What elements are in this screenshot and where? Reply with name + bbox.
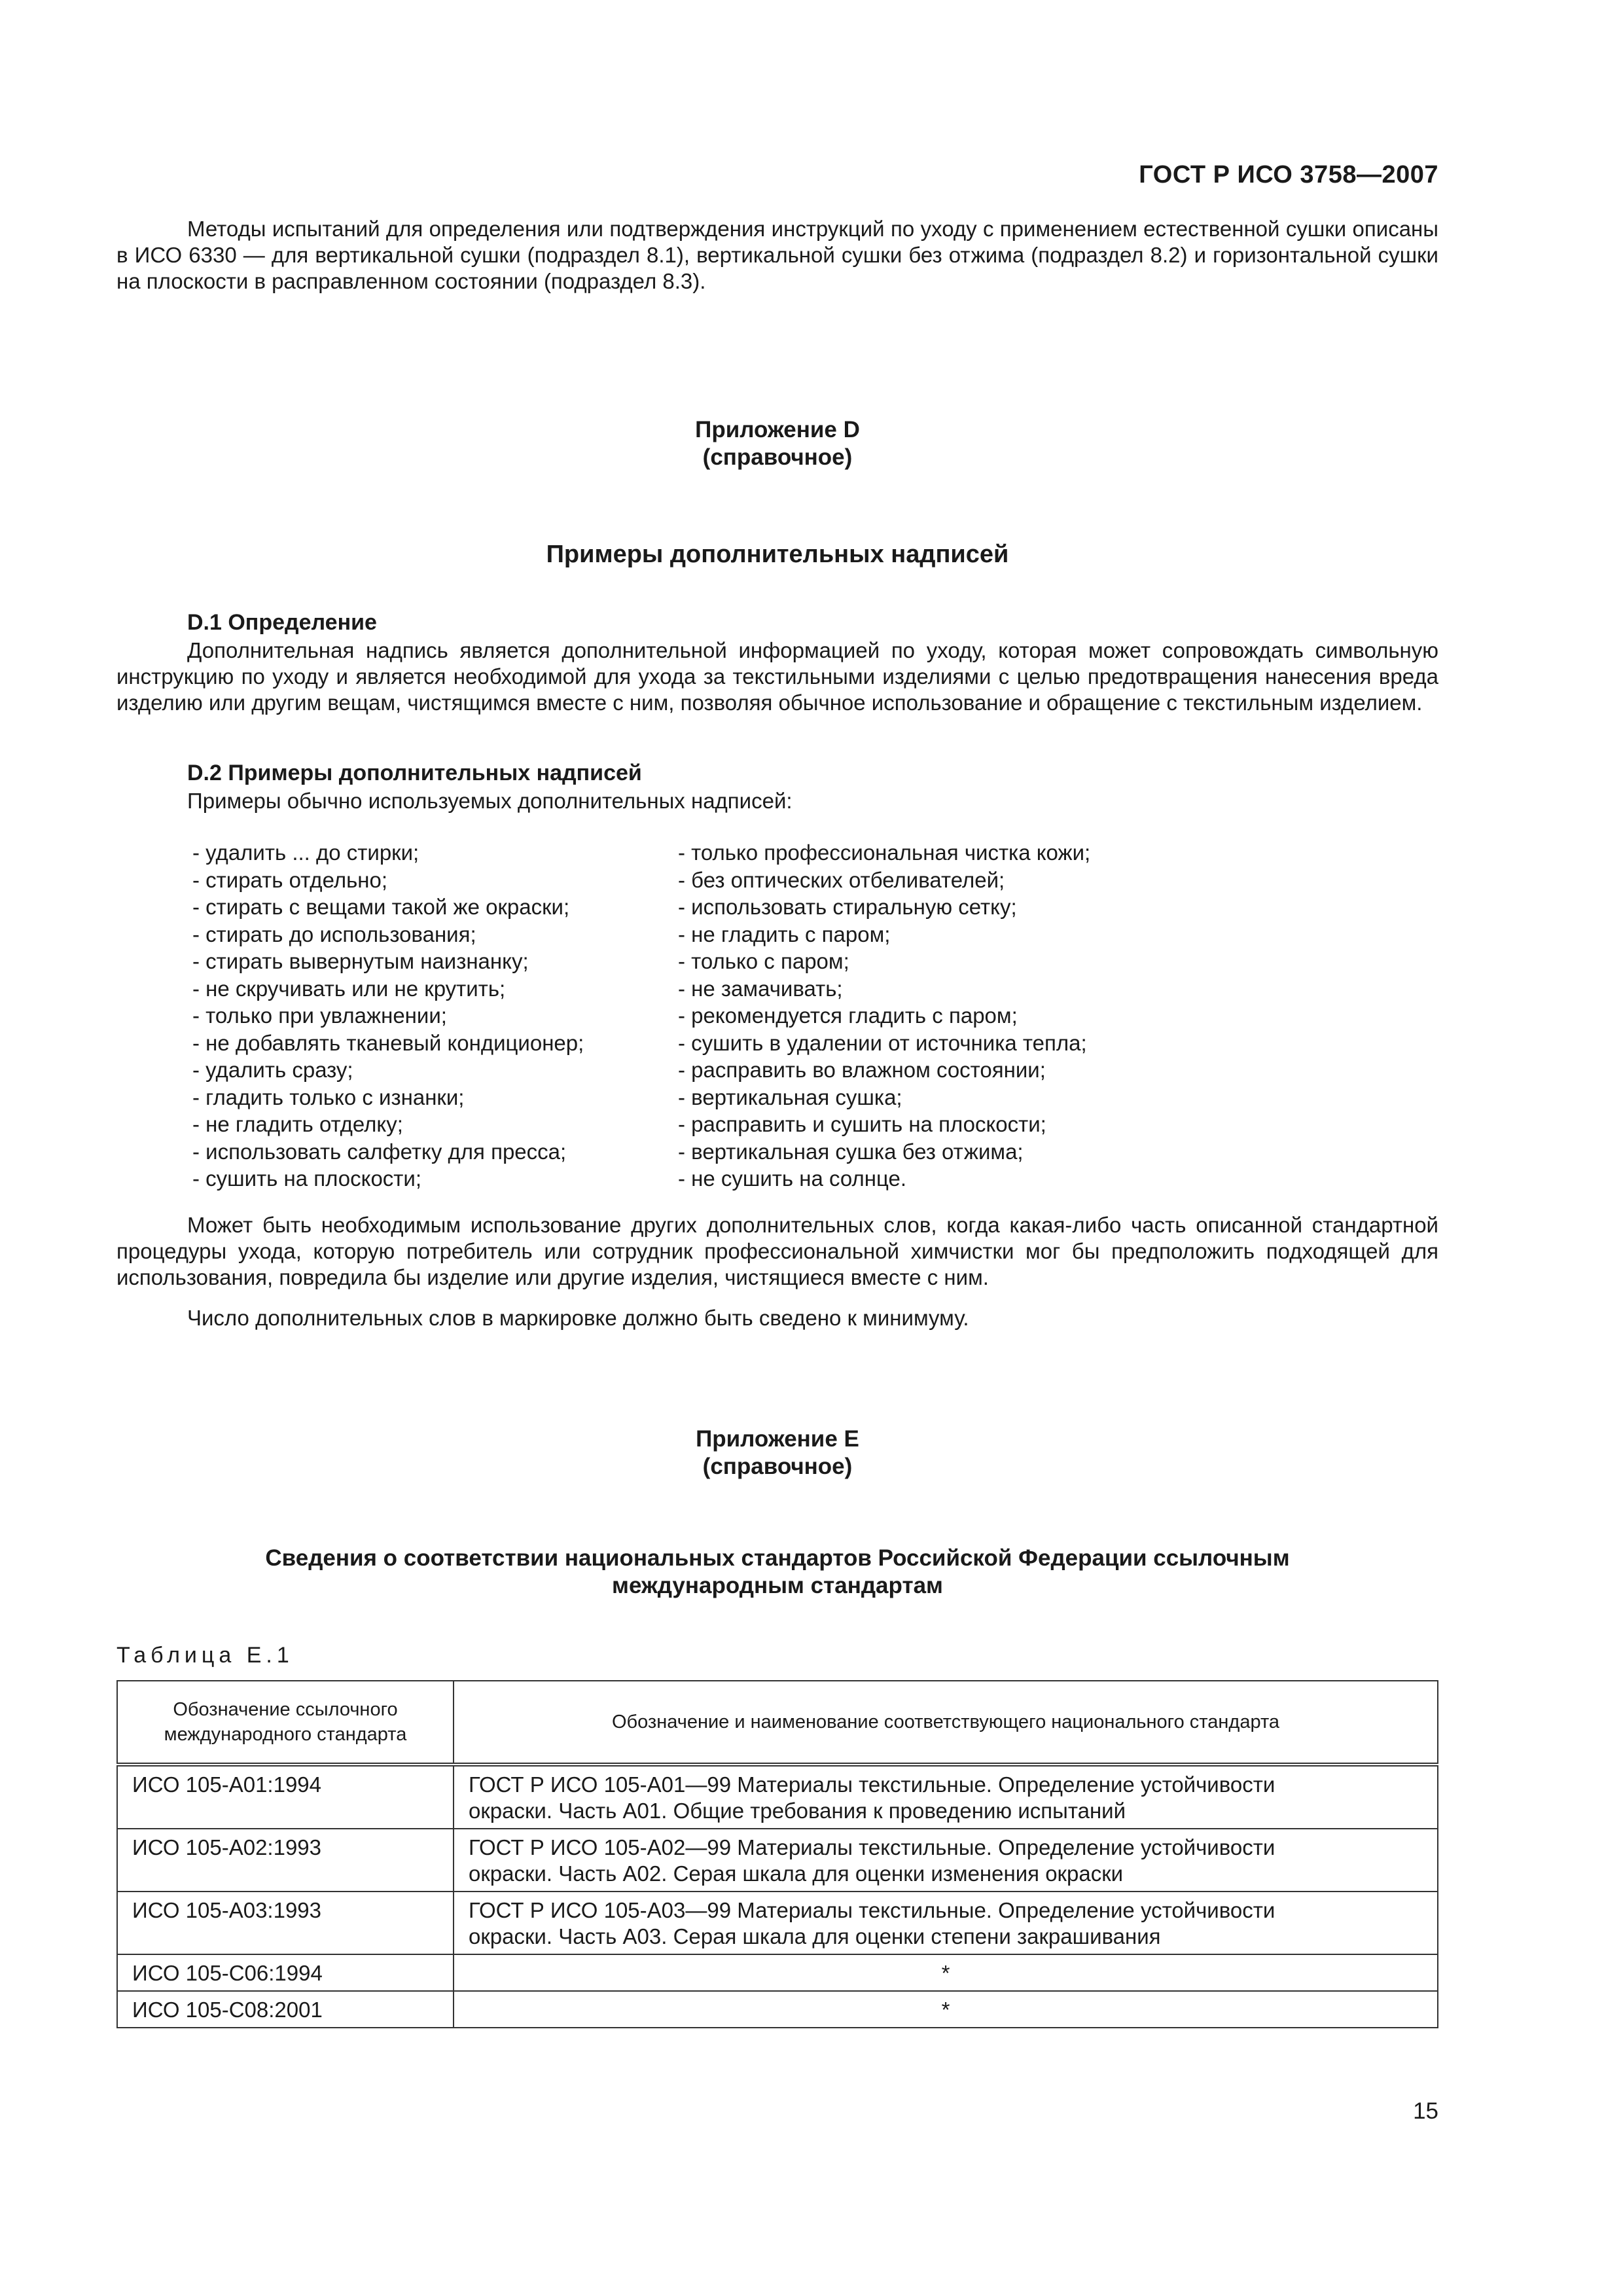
list-item: - использовать стиральную сетку; xyxy=(678,895,1017,919)
table-row xyxy=(117,1954,1438,1991)
list-item: - вертикальная сушка без отжима; xyxy=(678,1139,1024,1164)
list-item: - сушить на плоскости; xyxy=(192,1166,422,1191)
document-code-header: ГОСТ Р ИСО 3758—2007 xyxy=(1139,161,1438,188)
list-item: - не замачивать; xyxy=(678,976,843,1001)
table-row xyxy=(117,1892,1438,1954)
national-standard-cell: * xyxy=(454,1991,1438,2028)
table-row xyxy=(117,1765,1438,1829)
d1-heading: D.1 Определение xyxy=(187,610,377,635)
annex-e-heading-line1: Сведения о соответствии национальных стандартов Российской Федерации ссылочным xyxy=(265,1545,1290,1571)
list-item: - без оптических отбеливателей; xyxy=(678,867,1005,892)
note-paragraph-1: Может быть необходимым использование других дополнительных слов, когда какая-либо часть описанной стандартной процедуры ухода, которую потребитель или сотрудник профессиональной химчистки мог бы предположить подходящей для использования, повредила бы изделие или другие изделия, чистящиеся вместе с ним. xyxy=(116,1213,1438,1289)
national-standard-cell xyxy=(454,1892,1438,1954)
list-item: - не добавлять тканевый кондиционер; xyxy=(192,1030,584,1055)
list-item: - гладить только с изнанки; xyxy=(192,1085,465,1109)
reference-standard-cell: ИСО 105-C06:1994 xyxy=(117,1954,454,1991)
list-item: - сушить в удалении от источника тепла; xyxy=(678,1030,1087,1055)
list-item: - вертикальная сушка; xyxy=(678,1085,902,1109)
annex-e-status: (справочное) xyxy=(702,1454,853,1479)
national-standard-line: окраски. Часть А02. Серая шкала для оценки изменения окраски xyxy=(469,1861,1124,1886)
list-item: - стирать до использования; xyxy=(192,922,476,946)
national-standard-line: окраски. Часть А01. Общие требования к проведению испытаний xyxy=(469,1799,1126,1823)
annex-d-title-block xyxy=(116,416,1438,471)
list-item: - стирать отдельно; xyxy=(192,867,388,892)
d1-text: Дополнительная надпись является дополнительной информацией по уходу, которая может сопровождать символьную инструкцию по уходу и является необходимой для ухода за текстильными изделиями с целью предотвращения нанесения вреда изделию или другим вещам, чистящимся вместе с ним, позволяя обычное использование и обращение с текстильным изделием. xyxy=(116,638,1438,715)
list-item: - не гладить с паром; xyxy=(678,922,891,946)
annex-d-title: Приложение D xyxy=(695,417,860,442)
d2-intro: Примеры обычно используемых дополнительных надписей: xyxy=(187,789,793,813)
list-item: - не гладить отделку; xyxy=(192,1112,403,1136)
annex-d-status: (справочное) xyxy=(702,444,853,470)
list-item: - не скручивать или не крутить; xyxy=(192,976,506,1001)
national-standard-line: ГОСТ Р ИСО 105-А02—99 Материалы текстильные. Определение устойчивости xyxy=(469,1835,1275,1859)
reference-standard-cell: ИСО 105-A02:1993 xyxy=(117,1829,454,1892)
list-item: - стирать вывернутым наизнанку; xyxy=(192,949,529,973)
national-standard-line: окраски. Часть А03. Серая шкала для оценки степени закрашивания xyxy=(469,1924,1161,1948)
examples-list-right xyxy=(678,839,1090,1193)
annex-d-heading: Примеры дополнительных надписей xyxy=(546,541,1009,568)
examples-list-left xyxy=(192,839,584,1193)
page-number: 15 xyxy=(1413,2098,1438,2124)
national-standard-line: ГОСТ Р ИСО 105-А03—99 Материалы текстильные. Определение устойчивости xyxy=(469,1898,1275,1922)
national-standard-cell xyxy=(454,1829,1438,1892)
table-row xyxy=(117,1829,1438,1892)
list-item: - рекомендуется гладить с паром; xyxy=(678,1003,1018,1028)
reference-standard-cell: ИСО 105-A01:1994 xyxy=(117,1765,454,1829)
list-item: - только с паром; xyxy=(678,949,849,973)
list-item: - использовать салфетку для пресса; xyxy=(192,1139,567,1164)
reference-standard-cell: ИСО 105-C08:2001 xyxy=(117,1991,454,2028)
list-item: - удалить сразу; xyxy=(192,1058,353,1082)
national-standard-cell xyxy=(454,1765,1438,1829)
table-label: Таблица E.1 xyxy=(116,1643,294,1668)
annex-e-title: Приложение E xyxy=(696,1426,859,1452)
annex-e-title-block xyxy=(116,1426,1438,1480)
table-row xyxy=(117,1991,1438,2028)
standards-correspondence-table xyxy=(116,1680,1438,2028)
intro-paragraph: Методы испытаний для определения или подтверждения инструкций по уходу с применением естественной сушки описаны в ИСО 6330 — для вертикальной сушки (подраздел 8.1), вертикальной сушки без отжима (подраздел 8.2) и горизонтальной сушки на плоскости в расправленном состоянии (подраздел 8.3). xyxy=(116,217,1438,293)
note-paragraph-2: Число дополнительных слов в маркировке должно быть сведено к минимуму. xyxy=(187,1306,969,1330)
list-item: - удалить ... до стирки; xyxy=(192,840,419,865)
list-item: - не сушить на солнце. xyxy=(678,1166,907,1191)
list-item: - расправить и сушить на плоскости; xyxy=(678,1112,1046,1136)
table-header-row xyxy=(117,1681,1438,1765)
column-header-reference: Обозначение ссылочного международного стандарта xyxy=(117,1681,454,1765)
list-item: - расправить во влажном состоянии; xyxy=(678,1058,1046,1082)
annex-e-heading-line2: международным стандартам xyxy=(612,1573,943,1598)
reference-standard-cell: ИСО 105-A03:1993 xyxy=(117,1892,454,1954)
national-standard-cell: * xyxy=(454,1954,1438,1991)
d2-heading: D.2 Примеры дополнительных надписей xyxy=(187,761,642,785)
list-item: - только при увлажнении; xyxy=(192,1003,447,1028)
column-header-national: Обозначение и наименование соответствующего национального стандарта xyxy=(454,1681,1438,1765)
list-item: - стирать с вещами такой же окраски; xyxy=(192,895,570,919)
national-standard-line: ГОСТ Р ИСО 105-А01—99 Материалы текстильные. Определение устойчивости xyxy=(469,1772,1275,1797)
annex-e-heading xyxy=(116,1545,1438,1600)
list-item: - только профессиональная чистка кожи; xyxy=(678,840,1091,865)
